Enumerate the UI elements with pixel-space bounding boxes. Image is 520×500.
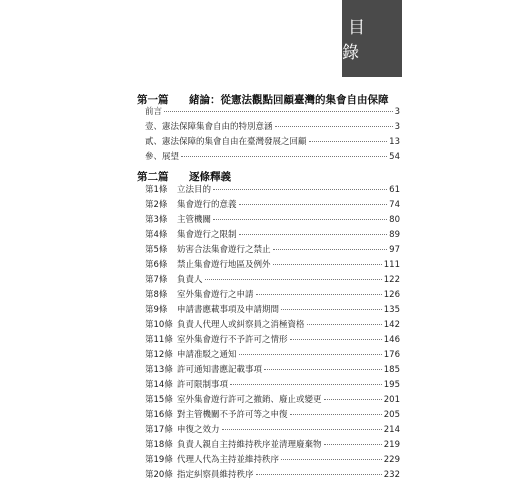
- entry-title: 主管機關: [177, 215, 212, 225]
- entry-article: 第12條: [145, 350, 173, 360]
- entry-page: 54: [389, 152, 400, 162]
- entry-title: 對主管機關不予許可等之申復: [177, 410, 288, 420]
- entry-title: 集會遊行的意義: [177, 200, 237, 210]
- entry-title: 集會遊行之限制: [177, 230, 237, 240]
- dot-leader: [264, 369, 382, 370]
- entry-title: 壹、憲法保障集會自由的特別意涵: [145, 122, 273, 132]
- entry-article: 第8條: [145, 290, 168, 300]
- entry-article: 第7條: [145, 275, 168, 285]
- toc-entry[interactable]: [145, 183, 400, 196]
- entry-title: 代理人代為主持並維持秩序: [177, 455, 280, 465]
- entry-title: 許可限制事項: [177, 380, 229, 390]
- toc-header-block: [342, 0, 402, 77]
- entry-article: 第13條: [145, 365, 173, 375]
- entry-page: 142: [383, 320, 400, 330]
- entry-page: 3: [394, 107, 400, 117]
- entry-page: 61: [389, 185, 400, 195]
- toc-heading: 目 錄: [342, 18, 371, 63]
- entry-article: 第2條: [145, 200, 168, 210]
- part-number: 第一篇: [137, 94, 169, 106]
- entry-article: 第1條: [145, 185, 168, 195]
- dot-leader: [290, 414, 382, 415]
- dot-leader: [181, 156, 387, 157]
- entry-article: 第9條: [145, 305, 168, 315]
- dot-leader: [275, 126, 393, 127]
- dot-leader: [222, 429, 382, 430]
- entry-page: 176: [383, 350, 400, 360]
- entry-page: 232: [383, 470, 400, 480]
- entry-title: 負責人: [177, 275, 203, 285]
- toc-entry[interactable]: [145, 378, 400, 391]
- entry-title: 室外集會遊行之申請: [177, 290, 254, 300]
- dot-leader: [256, 474, 382, 475]
- dot-leader: [324, 399, 382, 400]
- entry-article: 第17條: [145, 425, 173, 435]
- entry-page: 97: [389, 245, 400, 255]
- toc-entry[interactable]: [145, 150, 400, 163]
- dot-leader: [239, 204, 388, 205]
- dot-leader: [213, 189, 387, 190]
- part-heading: [137, 169, 231, 184]
- toc-entry[interactable]: [145, 105, 400, 118]
- entry-page: 126: [383, 290, 400, 300]
- toc-entry[interactable]: [145, 120, 400, 133]
- part-title: 逐條釋義: [189, 171, 231, 183]
- entry-title: 前言: [145, 107, 163, 117]
- entry-title: 室外集會遊行許可之撤銷、廢止或變更: [177, 395, 322, 405]
- dot-leader: [273, 249, 388, 250]
- entry-title: 貳、憲法保障的集會自由在臺灣發展之回顧: [145, 137, 307, 147]
- entry-page: 89: [389, 230, 400, 240]
- toc-entry[interactable]: [145, 393, 400, 406]
- toc-entry[interactable]: [145, 363, 400, 376]
- entry-page: 195: [383, 380, 400, 390]
- entry-page: 122: [383, 275, 400, 285]
- entry-title: 許可通知書應記載事項: [177, 365, 263, 375]
- entry-title: 申請准駁之通知: [177, 350, 237, 360]
- entry-article: 第18條: [145, 440, 173, 450]
- dot-leader: [309, 141, 388, 142]
- entry-article: 第10條: [145, 320, 173, 330]
- entry-title: 立法目的: [177, 185, 212, 195]
- toc-entry[interactable]: [145, 408, 400, 421]
- entry-title: 指定糾察員維持秩序: [177, 470, 254, 480]
- toc-entry[interactable]: [145, 348, 400, 361]
- entry-article: 第4條: [145, 230, 168, 240]
- toc-entry[interactable]: [145, 303, 400, 316]
- entry-title: 申請書應載事項及申請期間: [177, 305, 280, 315]
- entry-page: 80: [389, 215, 400, 225]
- toc-entry[interactable]: [145, 258, 400, 271]
- dot-leader: [164, 111, 393, 112]
- entry-page: 74: [389, 200, 400, 210]
- entry-article: 第14條: [145, 380, 173, 390]
- entry-article: 第16條: [145, 410, 173, 420]
- entry-page: 205: [383, 410, 400, 420]
- toc-entry[interactable]: [145, 243, 400, 256]
- part-number: 第二篇: [137, 171, 169, 183]
- entry-title: 負責人代理人或糾察員之消極資格: [177, 320, 305, 330]
- dot-leader: [281, 309, 382, 310]
- entry-title: 妨害合法集會遊行之禁止: [177, 245, 271, 255]
- dot-leader: [205, 279, 382, 280]
- entry-page: 229: [383, 455, 400, 465]
- entry-article: 第20條: [145, 470, 173, 480]
- toc-entry[interactable]: [145, 453, 400, 466]
- entry-title: 室外集會遊行不予許可之情形: [177, 335, 288, 345]
- entry-title: 禁止集會遊行地區及例外: [177, 260, 271, 270]
- entry-page: 146: [383, 335, 400, 345]
- toc-entry[interactable]: [145, 318, 400, 331]
- entry-title: 申復之效力: [177, 425, 220, 435]
- part-title: 緒論：從憲法觀點回顧臺灣的集會自由保障: [189, 94, 389, 106]
- entry-article: 第3條: [145, 215, 168, 225]
- entry-article: 第11條: [145, 335, 173, 345]
- dot-leader: [290, 339, 382, 340]
- dot-leader: [230, 384, 382, 385]
- entry-page: 3: [394, 122, 400, 132]
- dot-leader: [256, 294, 382, 295]
- entry-page: 13: [389, 137, 400, 147]
- toc-entry[interactable]: [145, 468, 400, 481]
- entry-page: 219: [383, 440, 400, 450]
- dot-leader: [273, 264, 382, 265]
- dot-leader: [281, 459, 382, 460]
- toc-entry[interactable]: [145, 213, 400, 226]
- toc-entry[interactable]: [145, 288, 400, 301]
- entry-article: 第5條: [145, 245, 168, 255]
- entry-page: 135: [383, 305, 400, 315]
- toc-entry[interactable]: [145, 423, 400, 436]
- toc-entry[interactable]: [145, 438, 400, 451]
- dot-leader: [213, 219, 387, 220]
- entry-page: 201: [383, 395, 400, 405]
- dot-leader: [239, 234, 388, 235]
- dot-leader: [324, 444, 382, 445]
- entry-page: 111: [383, 260, 400, 270]
- toc-entry[interactable]: [145, 135, 400, 148]
- entry-page: 185: [383, 365, 400, 375]
- dot-leader: [307, 324, 382, 325]
- toc-entry[interactable]: [145, 273, 400, 286]
- entry-title: 負責人親自主持維持秩序並清理廢棄物: [177, 440, 322, 450]
- entry-article: 第19條: [145, 455, 173, 465]
- dot-leader: [239, 354, 382, 355]
- entry-page: 214: [383, 425, 400, 435]
- entry-article: 第15條: [145, 395, 173, 405]
- toc-entry[interactable]: [145, 198, 400, 211]
- toc-entry[interactable]: [145, 228, 400, 241]
- toc-entry[interactable]: [145, 333, 400, 346]
- entry-article: 第6條: [145, 260, 168, 270]
- entry-title: 參、展望: [145, 152, 180, 162]
